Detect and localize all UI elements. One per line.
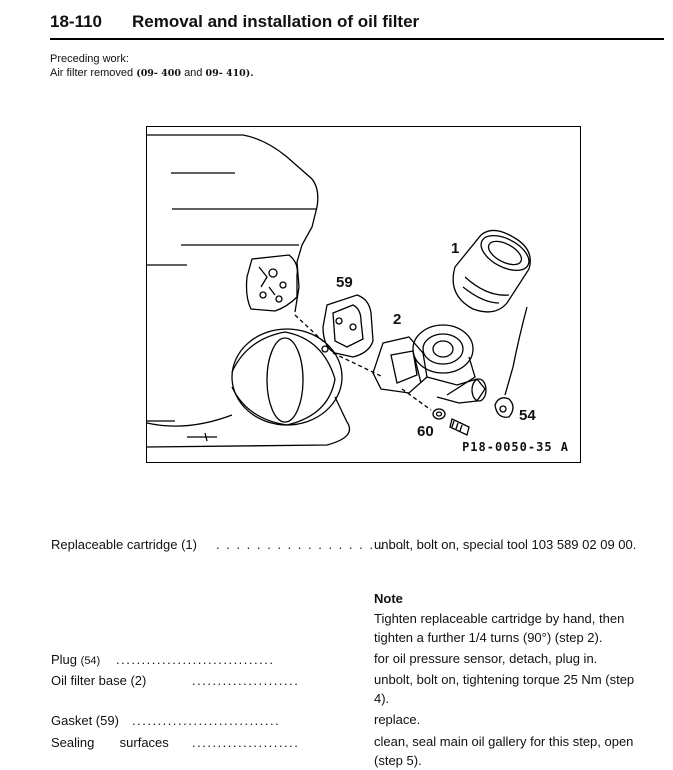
preceding-and: and <box>184 67 203 79</box>
label-filter-base-2: 2 <box>393 311 402 328</box>
note-title: Note <box>374 591 403 606</box>
row-label-sealing: Sealing surfaces <box>51 735 169 750</box>
row-label-cartridge: Replaceable cartridge (1) <box>51 537 197 552</box>
label-washer-60: 60 <box>417 423 434 440</box>
preceding-ref-2: 09- 410). <box>205 68 254 79</box>
leader-dots: ............................. <box>132 713 281 728</box>
label-gasket-59: 59 <box>336 274 353 291</box>
row-text-plug: for oil pressure sensor, detach, plug in. <box>374 651 598 666</box>
row-text-gasket: replace. <box>374 712 421 727</box>
preceding-description: Air filter removed <box>50 67 134 79</box>
row-label-plug-ref: (54) <box>80 655 101 667</box>
preceding-label: Preceding work: <box>50 53 129 65</box>
leader-dots: ..................... <box>192 735 300 750</box>
row-text-cartridge: unbolt, bolt on, special tool 103 589 02 09 00. <box>374 537 637 552</box>
leader-dots: ............................... <box>116 652 275 667</box>
label-plug-54: 54 <box>519 407 536 424</box>
row-label-filter-base: Oil filter base (2) <box>51 673 147 688</box>
preceding-ref-1: (09- 400 <box>136 68 181 79</box>
section-title: Removal and installation of oil filter <box>132 12 420 31</box>
row-text-sealing: clean, seal main oil gallery for this step, open (step 5). <box>374 734 634 768</box>
leader-dots: . . . . . . . . . . . . . . . . . . . <box>216 537 406 552</box>
note-text: Tighten replaceable cartridge by hand, then tighten a further 1/4 turns (90°) (step 2). <box>374 611 625 645</box>
row-text-filter-base: unbolt, bolt on, tightening torque 25 Nm (step 4). <box>374 672 635 706</box>
row-label-gasket: Gasket (59) <box>51 713 119 728</box>
section-number: 18-110 <box>50 12 102 31</box>
label-cartridge-1: 1 <box>451 240 460 257</box>
figure-code: P18-0050-35 A <box>462 440 569 454</box>
row-label-plug <box>51 652 100 667</box>
row-label-plug-text: Plug <box>51 652 78 667</box>
leader-dots: ..................... <box>192 673 300 688</box>
